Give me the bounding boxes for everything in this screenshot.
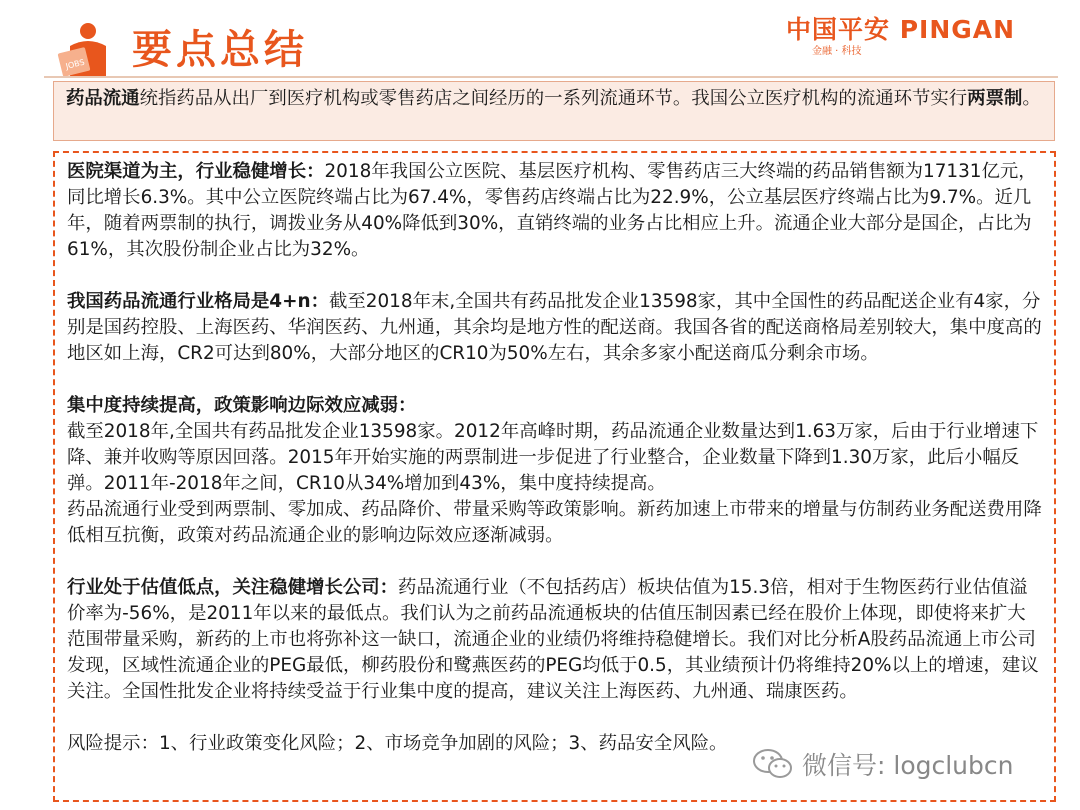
brand-name: 中国平安 PINGAN (786, 15, 1016, 44)
section-body: 药品流通行业（不包括药店）板块估值为15.3倍，相对于生物医药行业估值溢价率为-56%，是2011年以来的最低点。我们认为之前药品流通板块的估值压制因素已经在股价上体现，即使将来扩大范围带量采购，新药的上市也将弥补这一缺口，流通企业的业绩仍将维持稳健增长。我们对比分析A股药品流通上市公司发现，区域性流通企业的PEG最低，柳药股份和鹭燕医药的PEG均低于0.5，其业绩预计仍将维持20%以上的增速，建议关注。全国性批发企业将持续受益于行业集中度的提高，建议关注上海医药、九州通、瑞康医药。 (67, 577, 1039, 702)
header-divider (44, 76, 1058, 78)
section-valuation (67, 575, 1042, 705)
intro-text: 统指药品从出厂到医疗机构或零售药店之间经历的一系列流通环节。我国公立医疗机构的流通环节实行 (139, 88, 968, 109)
intro-box (53, 81, 1055, 141)
section-body: 2018年我国公立医院、基层医疗机构、零售药店三大终端的药品销售额为17131亿元，同比增长6.3%。其中公立医院终端占比为67.4%，零售药店终端占比为22.9%，公立基层医疗终端占比为9.7%。近几年，随着两票制的执行，调拨业务从40%降低到30%，直销终端的业务占比相应上升。流通企业大部分是国企，占比为61%，其次股份制企业占比为32%。 (67, 161, 1037, 260)
section-body: 截至2018年末,全国共有药品批发企业13598家，其中全国性的药品配送企业有4家，分别是国药控股、上海医药、华润医药、九州通，其余均是地方性的配送商。我国各省的配送商格局差别较大，集中度高的地区如上海，CR2可达到80%，大部分地区的CR10为50%左右，其余多家小配送商瓜分剩余市场。 (67, 291, 1042, 364)
brand-slogan: 金融 · 科技 (812, 46, 862, 57)
section-heading: 集中度持续提高，政策影响边际效应减弱： (67, 395, 417, 416)
intro-term: 药品流通 (66, 88, 140, 109)
wechat-watermark (752, 745, 1052, 785)
section-industry-structure (67, 289, 1042, 367)
section-heading: 行业处于估值低点，关注稳健增长公司： (67, 577, 399, 598)
section-body: 截至2018年,全国共有药品批发企业13598家。2012年高峰时期，药品流通企业数量达到1.63万家，后由于行业增速下降、兼并收购等原因回落。2015年开始实施的两票制进一步促进了行业整合，企业数量下降到1.30万家，此后小幅反弹。2011年-2018年之间，CR10从34%增加到43%，集中度持续提高。 (67, 421, 1039, 494)
section-concentration (67, 393, 1042, 419)
pingan-logo (786, 10, 1036, 60)
header (0, 0, 1080, 80)
section-heading: 医院渠道为主，行业稳健增长： (67, 161, 325, 182)
jobs-person-icon (56, 22, 110, 78)
intro-term-2: 两票制 (967, 88, 1023, 109)
section-hospital-channel (67, 159, 1042, 263)
page-title: 要点总结 (132, 26, 308, 73)
risk-note: 风险提示：1、行业政策变化风险；2、市场竞争加剧的风险；3、药品安全风险。 (67, 733, 728, 754)
summary-box (53, 151, 1056, 802)
section-heading: 我国药品流通行业格局是4+n： (67, 291, 329, 312)
svg-text:JOBS: JOBS (64, 57, 86, 71)
watermark-text: 微信号: logclubcn (802, 751, 1014, 780)
intro-text-end: 。 (1022, 88, 1041, 109)
wechat-icon (752, 747, 794, 781)
section-body-2: 药品流通行业受到两票制、零加成、药品降价、带量采购等政策影响。新药加速上市带来的增量与仿制药业务配送费用降低相互抗衡，政策对药品流通企业的影响边际效应逐渐减弱。 (67, 499, 1042, 546)
